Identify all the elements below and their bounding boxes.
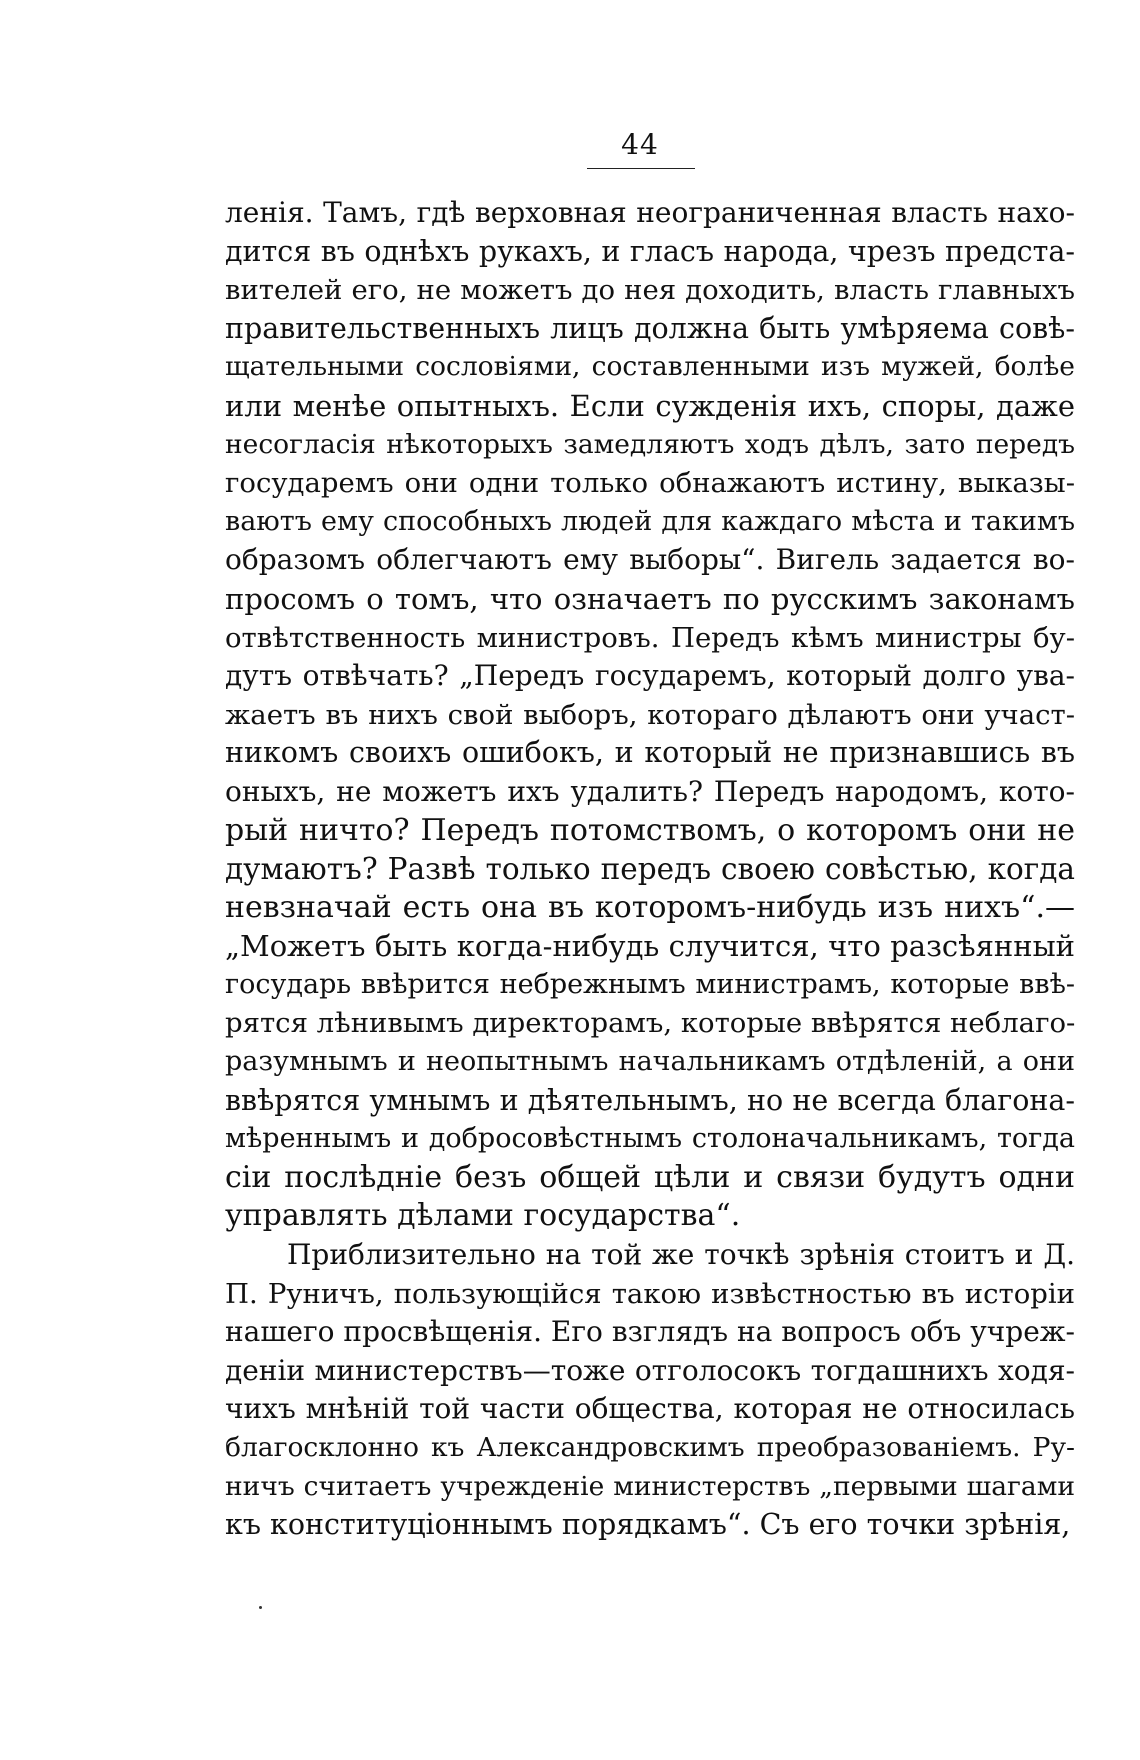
text-line: сіи послѣдніе безъ общей цѣли и связи будутъ одни — [225, 1159, 1075, 1195]
text-line: правительственныхъ лицъ должна быть умѣряема совѣ- — [225, 311, 1075, 345]
text-line: жаетъ въ нихъ свой выборъ, котораго дѣлаютъ они участ- — [225, 698, 1075, 731]
text-line: нашего просвѣщенія. Его взглядъ на вопросъ объ учреж- — [225, 1315, 1075, 1349]
text-line: никомъ своихъ ошибокъ, и который не признавшись въ — [225, 736, 1075, 770]
text-line: отвѣтственность министровъ. Передъ кѣмъ министры бу- — [225, 621, 1075, 654]
text-line: разумнымъ и неопытнымъ начальникамъ отдѣленій, а они — [225, 1046, 1075, 1078]
text-line: „Можетъ быть когда-нибудь случится, что разсѣянный — [225, 929, 1075, 964]
print-speck — [259, 1606, 262, 1609]
text-line: оныхъ, не можетъ ихъ удалить? Передъ народомъ, кото- — [225, 774, 1075, 808]
text-line: рый ничто? Передъ потомствомъ, о которомъ они не — [225, 812, 1075, 848]
text-line: щательными сословіями, составленными изъ мужей, болѣе — [225, 351, 1075, 383]
text-line: ваютъ ему способныхъ людей для каждаго мѣста и такимъ — [225, 505, 1075, 537]
text-line: рятся лѣнивымъ директорамъ, которые ввѣрятся неблаго- — [225, 1007, 1076, 1040]
text-line: государь ввѣрится небрежнымъ министрамъ, которые ввѣ- — [225, 968, 1075, 1000]
text-line: благосклонно къ Александровскимъ преобразованіемъ. Ру- — [225, 1432, 1075, 1463]
text-line: чихъ мнѣній той части общества, которая не относилась — [225, 1392, 1075, 1426]
text-line: ничъ считаетъ учрежденіе министерствъ „первыми шагами — [225, 1470, 1075, 1502]
body-text — [225, 194, 1075, 1545]
text-line: дутъ отвѣчать? „Передъ государемъ, который долго ува- — [225, 659, 1075, 693]
text-line: мѣреннымъ и добросовѣстнымъ столоначальникамъ, тогда — [225, 1123, 1075, 1155]
page-number: 44 — [621, 128, 659, 161]
text-line: дится въ однѣхъ рукахъ, и гласъ народа, чрезъ предста- — [225, 234, 1075, 268]
text-line: или менѣе опытныхъ. Если сужденія ихъ, споры, даже — [225, 388, 1075, 423]
text-line: къ конституціоннымъ порядкамъ“. Съ его точки зрѣнія, — [225, 1508, 1071, 1542]
text-line: Приблизительно на той же точкѣ зрѣнія стоитъ и Д. — [287, 1238, 1075, 1272]
text-line: П. Руничъ, пользующійся такою извѣстностью въ исторіи — [225, 1277, 1075, 1310]
text-line: ленія. Тамъ, гдѣ верховная неограниченная власть нахо- — [225, 196, 1075, 229]
page-number-rule — [587, 168, 695, 169]
text-line: несогласія нѣкоторыхъ замедляютъ ходъ дѣлъ, зато передъ — [225, 428, 1075, 460]
text-line: ввѣрятся умнымъ и дѣятельнымъ, но не всегда благона- — [225, 1083, 1075, 1117]
text-line: деніи министерствъ—тоже отголосокъ тогдашнихъ ходя- — [225, 1353, 1075, 1387]
text-line: управлять дѣлами государства“. — [225, 1198, 741, 1234]
text-line: вителей его, не можетъ до нея доходить, власть главныхъ — [225, 274, 1075, 307]
text-line: просомъ о томъ, что означаетъ по русскимъ законамъ — [225, 581, 1075, 616]
text-line: государемъ они одни только обнажаютъ истину, выказы- — [225, 467, 1075, 500]
text-line: образомъ облегчаютъ ему выборы“. Вигель задается во- — [225, 543, 1075, 577]
text-line: думаютъ? Развѣ только передъ своею совѣстью, когда — [225, 852, 1075, 887]
text-line: невзначай есть она въ которомъ-нибудь изъ нихъ“.— — [225, 889, 1075, 925]
